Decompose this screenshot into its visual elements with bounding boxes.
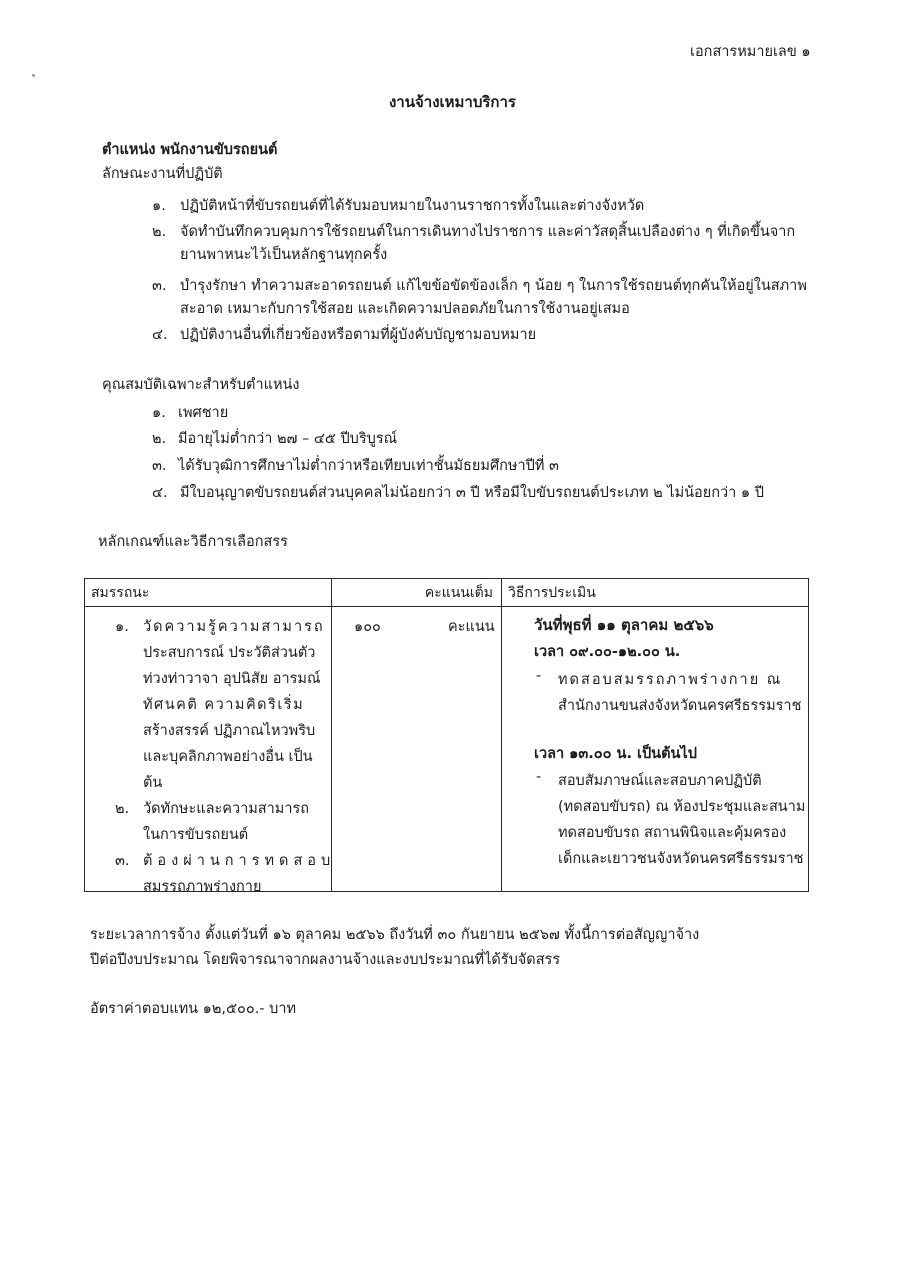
duty-line: ปฏิบัติหน้าที่ขับรถยนต์ที่ได้รับมอบหมายในงานราชการทั้งในและต่างจังหวัด [180, 198, 645, 214]
duty-line: ปฏิบัติงานอื่นที่เกี่ยวข้องหรือตามที่ผู้บังคับบัญชามอบหมาย [180, 327, 537, 343]
criteria-heading: หลักเกณฑ์และวิธีการเลือกสรร [98, 534, 288, 550]
afternoon-line: เด็กและเยาวชนจังหวัดนครศรีธรรมราช [558, 851, 804, 867]
competency-line: วัดทักษะและความสามารถ [143, 801, 310, 817]
qualification-number: ๑. [152, 405, 166, 421]
competency-number: ๓. [115, 853, 130, 869]
qualification-text: เพศชาย [178, 405, 229, 421]
competency-line: ทัศนคติ ความคิดริเริ่ม [143, 697, 305, 713]
morning-time: เวลา ๐๙.๐๐-๑๒.๐๐ น. [534, 644, 681, 660]
duty-line: สะอาด เหมาะกับการใช้สอย และเกิดความปลอดภัยในการใช้งานอยู่เสมอ [180, 301, 630, 317]
duty-number: ๑. [152, 198, 166, 214]
competency-line: ท่วงท่าวาจา อุปนิสัย อารมณ์ [143, 671, 321, 687]
table-header-row [85, 579, 809, 607]
contract-period-line: ปีต่อปีงบประมาณ โดยพิจารณาจากผลงานจ้างและงบประมาณที่ได้รับจัดสรร [90, 952, 561, 968]
header-competency: สมรรถนะ [85, 579, 332, 607]
pay-rate: อัตราค่าตอบแทน ๑๒,๕๐๐.- บาท [90, 1001, 297, 1017]
competency-cell [85, 607, 336, 895]
duty-number: ๒. [152, 224, 167, 240]
table-row [85, 607, 809, 892]
qualification-number: ๒. [152, 431, 167, 447]
morning-dash: - [536, 668, 542, 684]
qualification-text: มีใบอนุญาตขับรถยนต์ส่วนบุคคลไม่น้อยกว่า ๓ ปี หรือมีใบขับรถยนต์ประเภท ๒ ไม่น้อยกว่า ๑ ปี [180, 485, 764, 501]
position-heading: ตำแหน่ง พนักงานขับรถยนต์ [102, 142, 278, 158]
competency-line: ประสบการณ์ ประวัติส่วนตัว [143, 645, 316, 661]
header-evaluation-method: วิธีการประเมิน [502, 579, 809, 607]
qualifications-heading: คุณสมบัติเฉพาะสำหรับตำแหน่ง [102, 377, 300, 393]
duty-number: ๔. [152, 327, 168, 343]
duty-number: ๓. [152, 278, 167, 294]
afternoon-dash: - [536, 769, 542, 785]
duty-line: ยานพาหนะไว้เป็นหลักฐานทุกครั้ง [180, 247, 388, 263]
score-cell [332, 607, 502, 892]
page-title: งานจ้างเหมาบริการ [388, 93, 516, 111]
competency-line: สร้างสรรค์ ปฏิภาณไหวพริบ [143, 723, 316, 739]
competency-line: ต้องผ่านการทดสอบ [143, 853, 336, 869]
competency-line: สมรรถภาพร่างกาย [143, 879, 262, 895]
afternoon-time: เวลา ๑๓.๐๐ น. เป็นต้นไป [534, 746, 697, 762]
competency-number: ๒. [115, 801, 130, 817]
duties-heading: ลักษณะงานที่ปฏิบัติ [102, 166, 223, 182]
qualification-text: มีอายุไม่ต่ำกว่า ๒๗ – ๔๕ ปีบริบูรณ์ [178, 431, 398, 447]
qualification-text: ได้รับวุฒิการศึกษาไม่ต่ำกว่าหรือเทียบเท่าชั้นมัธยมศึกษาปีที่ ๓ [178, 458, 559, 474]
duty-line: บำรุงรักษา ทำความสะอาดรถยนต์ แก้ไขข้อขัดข้องเล็ก ๆ น้อย ๆ ในการใช้รถยนต์ทุกคันให้อยู่ในสภาพ [180, 278, 807, 294]
score-value: ๑๐๐ [354, 619, 381, 635]
morning-line: สำนักงานขนส่งจังหวัดนครศรีธรรมราช [558, 698, 802, 714]
competency-line: ในการขับรถยนต์ [143, 827, 249, 843]
contract-period-line: ระยะเวลาการจ้าง ตั้งแต่วันที่ ๑๖ ตุลาคม ๒๕๖๖ ถึงวันที่ ๓๐ กันยายน ๒๕๖๗ ทั้งนี้การต่อสัญญาจ้าง [90, 927, 700, 943]
morning-line: ทดสอบสมรรถภาพร่างกาย ณ [558, 672, 783, 688]
qualification-number: ๓. [152, 458, 167, 474]
afternoon-line: ทดสอบขับรถ สถานพินิจและคุ้มครอง [558, 825, 787, 841]
qualification-number: ๔. [152, 485, 168, 501]
competency-number: ๑. [115, 619, 129, 635]
evaluation-date: วันที่พุธที่ ๑๑ ตุลาคม ๒๕๖๖ [534, 616, 714, 634]
competency-line: และบุคลิกภาพอย่างอื่น เป็น [143, 749, 313, 765]
score-unit: คะแนน [448, 619, 495, 635]
document-number: เอกสารหมายเลข ๑ [690, 44, 811, 60]
duty-line: จัดทำบันทึกควบคุมการใช้รถยนต์ในการเดินทางไปราชการ และค่าวัสดุสิ้นเปลืองต่าง ๆ ที่เกิดขึ้นจาก [180, 224, 796, 240]
competency-line: ต้น [143, 775, 163, 791]
afternoon-line: (ทดสอบขับรถ) ณ ห้องประชุมและสนาม [558, 799, 806, 815]
scan-speck [32, 74, 35, 77]
evaluation-table [84, 578, 809, 895]
afternoon-line: สอบสัมภาษณ์และสอบภาคปฏิบัติ [558, 773, 762, 789]
evaluation-cell [502, 607, 809, 892]
competency-line: วัดความรู้ความสามารถ [143, 619, 325, 635]
header-full-score: คะแนนเต็ม [332, 579, 502, 607]
